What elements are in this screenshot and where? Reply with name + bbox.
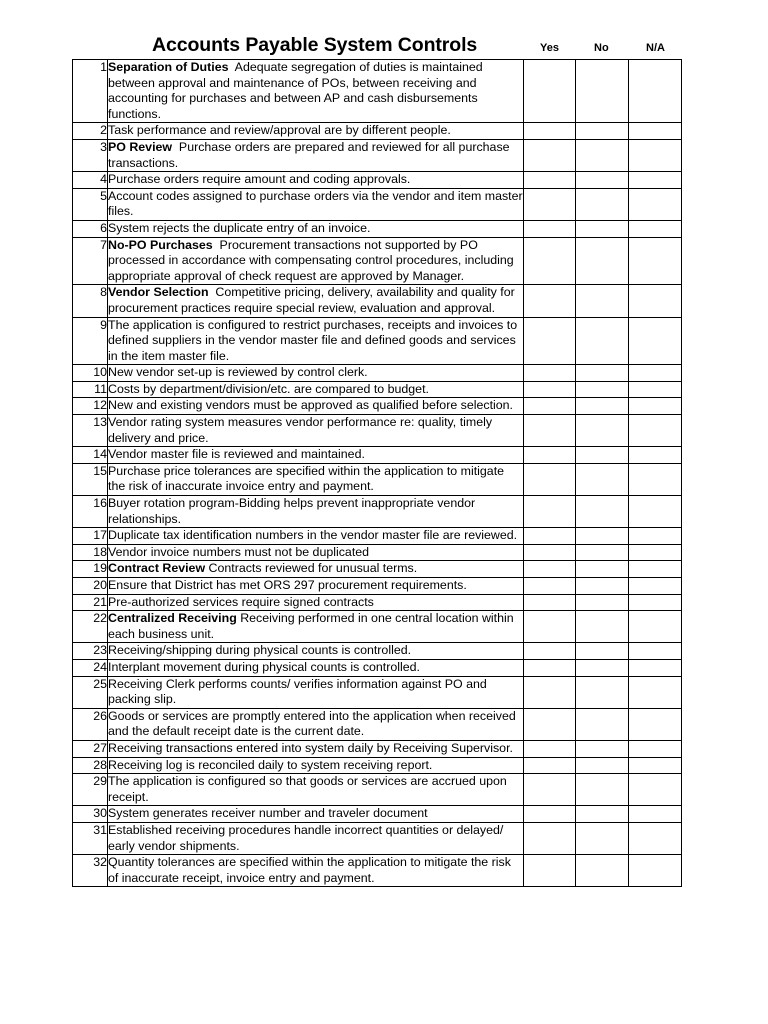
table-row — [73, 285, 682, 317]
answer-cell-yes[interactable] — [524, 822, 576, 854]
item-number: 30 — [73, 806, 108, 823]
item-number: 13 — [73, 415, 108, 447]
answer-cell-no[interactable] — [576, 285, 629, 317]
control-description — [108, 365, 524, 382]
answer-cell-no[interactable] — [576, 822, 629, 854]
control-description — [108, 381, 524, 398]
control-heading: Contract Review — [108, 561, 206, 576]
answer-cell-yes[interactable] — [524, 611, 576, 643]
control-text: Receiving performed in one central location within each business unit. — [108, 611, 518, 641]
answer-cell-yes[interactable] — [524, 381, 576, 398]
table-row — [73, 659, 682, 676]
answer-cell-no[interactable] — [576, 496, 629, 528]
item-number: 4 — [73, 172, 108, 189]
answer-cell-yes[interactable] — [524, 172, 576, 189]
control-text: Contracts reviewed for unusual terms. — [205, 561, 418, 576]
answer-cell-no[interactable] — [576, 398, 629, 415]
item-number: 2 — [73, 123, 108, 140]
control-text: Task performance and review/approval are by different people. — [108, 123, 451, 138]
answer-cell-yes[interactable] — [524, 398, 576, 415]
control-text: Purchase orders require amount and coding approvals. — [108, 172, 411, 187]
answer-cell-no[interactable] — [576, 139, 629, 171]
column-header-yes: Yes — [540, 42, 559, 54]
item-number: 9 — [73, 317, 108, 365]
answer-cell-no[interactable] — [576, 643, 629, 660]
item-number: 11 — [73, 381, 108, 398]
item-number: 6 — [73, 220, 108, 237]
control-text: New and existing vendors must be approved as qualified before selection. — [108, 398, 514, 413]
table-row — [73, 317, 682, 365]
table-row — [73, 220, 682, 237]
control-text: Competitive pricing, delivery, availability and quality for procurement practices require special review, evaluation and approval. — [108, 285, 519, 315]
control-text: The application is configured so that goods or services are accrued upon receipt. — [108, 774, 511, 804]
control-description — [108, 172, 524, 189]
table-row — [73, 643, 682, 660]
item-number: 8 — [73, 285, 108, 317]
answer-cell-no[interactable] — [576, 594, 629, 611]
table-row — [73, 139, 682, 171]
answer-cell-no[interactable] — [576, 659, 629, 676]
answer-cell-na[interactable] — [629, 463, 682, 495]
answer-cell-na[interactable] — [629, 544, 682, 561]
item-number: 32 — [73, 855, 108, 887]
control-heading: Separation of Duties — [108, 60, 229, 74]
answer-cell-no[interactable] — [576, 544, 629, 561]
control-description — [108, 285, 524, 317]
table-row — [73, 60, 682, 123]
answer-cell-yes[interactable] — [524, 415, 576, 447]
control-text: Vendor rating system measures vendor performance re: quality, timely delivery and price. — [108, 415, 496, 445]
answer-cell-na[interactable] — [629, 740, 682, 757]
answer-cell-na[interactable] — [629, 774, 682, 806]
control-text: Costs by department/division/etc. are compared to budget. — [108, 381, 429, 396]
table-row — [73, 806, 682, 823]
table-row — [73, 237, 682, 285]
control-text: New vendor set-up is reviewed by control clerk. — [108, 365, 368, 380]
control-text: Account codes assigned to purchase orders via the vendor and item master files. — [108, 188, 527, 219]
control-text: Vendor master file is reviewed and maintained. — [108, 447, 365, 462]
table-row — [73, 463, 682, 495]
control-description — [108, 708, 524, 740]
answer-cell-no[interactable] — [576, 708, 629, 740]
answer-cell-no[interactable] — [576, 611, 629, 643]
table-row — [73, 561, 682, 578]
answer-cell-yes[interactable] — [524, 463, 576, 495]
control-text: Receiving/shipping during physical counts is controlled. — [108, 643, 412, 658]
table-row — [73, 774, 682, 806]
answer-cell-yes[interactable] — [524, 676, 576, 708]
answer-cell-na[interactable] — [629, 594, 682, 611]
control-description — [108, 123, 524, 140]
control-description — [108, 740, 524, 757]
item-number: 7 — [73, 237, 108, 285]
answer-cell-yes[interactable] — [524, 447, 576, 464]
control-text: Duplicate tax identification numbers in the vendor master file are reviewed. — [108, 528, 518, 543]
answer-cell-no[interactable] — [576, 188, 629, 220]
answer-cell-yes[interactable] — [524, 757, 576, 774]
control-text: Interplant movement during physical counts is controlled. — [108, 659, 420, 674]
control-text: Purchase price tolerances are specified within the application to mitigate the risk of inaccurate invoice entry and payment. — [108, 463, 508, 494]
answer-cell-yes[interactable] — [524, 708, 576, 740]
answer-cell-no[interactable] — [576, 381, 629, 398]
answer-cell-no[interactable] — [576, 447, 629, 464]
answer-cell-no[interactable] — [576, 317, 629, 365]
answer-cell-yes[interactable] — [524, 659, 576, 676]
control-text: Pre-authorized services require signed contracts — [108, 594, 374, 609]
answer-cell-yes[interactable] — [524, 806, 576, 823]
item-number: 17 — [73, 528, 108, 545]
table-row — [73, 496, 682, 528]
answer-cell-no[interactable] — [576, 676, 629, 708]
answer-cell-yes[interactable] — [524, 740, 576, 757]
answer-cell-no[interactable] — [576, 774, 629, 806]
item-number: 28 — [73, 757, 108, 774]
item-number: 18 — [73, 544, 108, 561]
control-description — [108, 496, 524, 528]
table-row — [73, 123, 682, 140]
item-number: 25 — [73, 676, 108, 708]
control-description — [108, 643, 524, 660]
answer-cell-no[interactable] — [576, 237, 629, 285]
control-description — [108, 447, 524, 464]
answer-cell-na[interactable] — [629, 365, 682, 382]
answer-cell-na[interactable] — [629, 188, 682, 220]
control-text: Buyer rotation program-Bidding helps prevent inappropriate vendor relationships. — [108, 496, 479, 526]
column-header-no: No — [594, 42, 609, 54]
item-number: 27 — [73, 740, 108, 757]
answer-cell-no[interactable] — [576, 578, 629, 595]
answer-cell-na[interactable] — [629, 285, 682, 317]
table-row — [73, 415, 682, 447]
control-text: Established receiving procedures handle incorrect quantities or delayed/ early vendor shipments. — [108, 822, 507, 853]
control-text: Vendor invoice numbers must not be duplicated — [108, 544, 370, 559]
answer-cell-yes[interactable] — [524, 578, 576, 595]
item-number: 10 — [73, 365, 108, 382]
answer-cell-no[interactable] — [576, 60, 629, 123]
answer-cell-yes[interactable] — [524, 594, 576, 611]
control-description — [108, 237, 524, 285]
answer-cell-na[interactable] — [629, 172, 682, 189]
control-text: Receiving transactions entered into system daily by Receiving Supervisor. — [108, 740, 513, 755]
control-text: Procurement transactions not supported by PO processed in accordance with compensating control procedures, including appropriate approval of check request are approved by Manager. — [108, 237, 518, 283]
item-number: 15 — [73, 463, 108, 495]
table-row — [73, 822, 682, 854]
page-title: Accounts Payable System Controls — [152, 34, 478, 56]
answer-cell-na[interactable] — [629, 561, 682, 578]
control-description — [108, 139, 524, 171]
table-row — [73, 172, 682, 189]
table-row — [73, 757, 682, 774]
answer-cell-na[interactable] — [629, 855, 682, 887]
control-text: Adequate segregation of duties is maintained between approval and maintenance of POs, between receiving and accounting for purchases and between AP and cash disbursements functions. — [108, 60, 487, 121]
control-text: Receiving Clerk performs counts/ verifies information against PO and packing slip. — [108, 676, 491, 707]
control-description — [108, 611, 524, 643]
item-number: 19 — [73, 561, 108, 578]
answer-cell-yes[interactable] — [524, 237, 576, 285]
answer-cell-yes[interactable] — [524, 139, 576, 171]
answer-cell-no[interactable] — [576, 528, 629, 545]
table-row — [73, 855, 682, 887]
answer-cell-yes[interactable] — [524, 544, 576, 561]
control-description — [108, 594, 524, 611]
table-row — [73, 188, 682, 220]
table-row — [73, 381, 682, 398]
answer-cell-na[interactable] — [629, 822, 682, 854]
control-description — [108, 676, 524, 708]
answer-cell-no[interactable] — [576, 172, 629, 189]
answer-cell-no[interactable] — [576, 806, 629, 823]
table-row — [73, 447, 682, 464]
table-row — [73, 676, 682, 708]
answer-cell-na[interactable] — [629, 806, 682, 823]
control-description — [108, 855, 524, 887]
item-number: 20 — [73, 578, 108, 595]
table-row — [73, 544, 682, 561]
control-description — [108, 398, 524, 415]
table-row — [73, 528, 682, 545]
answer-cell-na[interactable] — [629, 708, 682, 740]
answer-cell-na[interactable] — [629, 317, 682, 365]
table-row — [73, 708, 682, 740]
answer-cell-na[interactable] — [629, 60, 682, 123]
table-row — [73, 740, 682, 757]
answer-cell-no[interactable] — [576, 220, 629, 237]
answer-cell-yes[interactable] — [524, 774, 576, 806]
control-text: Purchase orders are prepared and reviewed for all purchase transactions. — [108, 139, 513, 170]
answer-cell-no[interactable] — [576, 561, 629, 578]
item-number: 26 — [73, 708, 108, 740]
answer-cell-no[interactable] — [576, 415, 629, 447]
item-number: 16 — [73, 496, 108, 528]
answer-cell-yes[interactable] — [524, 188, 576, 220]
control-description — [108, 757, 524, 774]
control-description — [108, 60, 524, 123]
answer-cell-yes[interactable] — [524, 285, 576, 317]
control-heading: PO Review — [108, 139, 173, 154]
control-description — [108, 220, 524, 237]
control-description — [108, 528, 524, 545]
control-description — [108, 463, 524, 495]
item-number: 22 — [73, 611, 108, 643]
answer-cell-na[interactable] — [629, 415, 682, 447]
answer-cell-na[interactable] — [629, 123, 682, 140]
answer-cell-na[interactable] — [629, 447, 682, 464]
item-number: 24 — [73, 659, 108, 676]
control-description — [108, 561, 524, 578]
table-row — [73, 398, 682, 415]
item-number: 23 — [73, 643, 108, 660]
control-description — [108, 578, 524, 595]
control-heading: Centralized Receiving — [108, 611, 237, 626]
answer-cell-na[interactable] — [629, 528, 682, 545]
control-text: System generates receiver number and traveler document — [108, 806, 428, 821]
control-description — [108, 415, 524, 447]
table-row — [73, 578, 682, 595]
answer-cell-no[interactable] — [576, 123, 629, 140]
control-description — [108, 659, 524, 676]
answer-cell-no[interactable] — [576, 855, 629, 887]
answer-cell-na[interactable] — [629, 496, 682, 528]
control-description — [108, 822, 524, 854]
controls-table-body — [73, 60, 682, 887]
answer-cell-yes[interactable] — [524, 528, 576, 545]
answer-cell-no[interactable] — [576, 757, 629, 774]
answer-cell-na[interactable] — [629, 578, 682, 595]
item-number: 12 — [73, 398, 108, 415]
control-heading: Vendor Selection — [108, 285, 209, 300]
item-number: 1 — [73, 60, 108, 123]
answer-cell-na[interactable] — [629, 139, 682, 171]
answer-cell-yes[interactable] — [524, 123, 576, 140]
answer-cell-na[interactable] — [629, 659, 682, 676]
answer-cell-na[interactable] — [629, 676, 682, 708]
item-number: 3 — [73, 139, 108, 171]
control-heading: No-PO Purchases — [108, 237, 213, 252]
answer-cell-na[interactable] — [629, 398, 682, 415]
answer-cell-yes[interactable] — [524, 643, 576, 660]
control-description — [108, 774, 524, 806]
item-number: 5 — [73, 188, 108, 220]
answer-cell-na[interactable] — [629, 381, 682, 398]
answer-cell-yes[interactable] — [524, 496, 576, 528]
control-text: Ensure that District has met ORS 297 procurement requirements. — [108, 578, 467, 592]
answer-cell-no[interactable] — [576, 365, 629, 382]
control-text: Quantity tolerances are specified within the application to mitigate the risk of inaccurate receipt, invoice entry and payment. — [108, 855, 515, 885]
answer-cell-na[interactable] — [629, 757, 682, 774]
answer-cell-no[interactable] — [576, 463, 629, 495]
answer-cell-yes[interactable] — [524, 365, 576, 382]
table-row — [73, 594, 682, 611]
answer-cell-no[interactable] — [576, 740, 629, 757]
answer-cell-yes[interactable] — [524, 60, 576, 123]
answer-cell-yes[interactable] — [524, 220, 576, 237]
controls-table — [72, 59, 682, 887]
control-text: System rejects the duplicate entry of an invoice. — [108, 220, 371, 235]
answer-cell-na[interactable] — [629, 643, 682, 660]
answer-cell-yes[interactable] — [524, 561, 576, 578]
answer-cell-na[interactable] — [629, 220, 682, 237]
answer-cell-yes[interactable] — [524, 317, 576, 365]
control-description — [108, 317, 524, 365]
item-number: 14 — [73, 447, 108, 464]
table-row — [73, 611, 682, 643]
item-number: 29 — [73, 774, 108, 806]
control-text: Receiving log is reconciled daily to system receiving report. — [108, 757, 433, 772]
control-description — [108, 544, 524, 561]
column-header-na: N/A — [646, 42, 665, 54]
answer-cell-yes[interactable] — [524, 855, 576, 887]
control-text: Goods or services are promptly entered into the application when received and the default receipt date is the current date. — [108, 708, 520, 739]
control-text: The application is configured to restrict purchases, receipts and invoices to defined suppliers in the vendor master file and defined goods and services in the item master file. — [108, 317, 521, 363]
item-number: 21 — [73, 594, 108, 611]
table-row — [73, 365, 682, 382]
control-description — [108, 806, 524, 823]
answer-cell-na[interactable] — [629, 237, 682, 285]
control-description — [108, 188, 527, 220]
item-number: 31 — [73, 822, 108, 854]
answer-cell-na[interactable] — [629, 611, 682, 643]
